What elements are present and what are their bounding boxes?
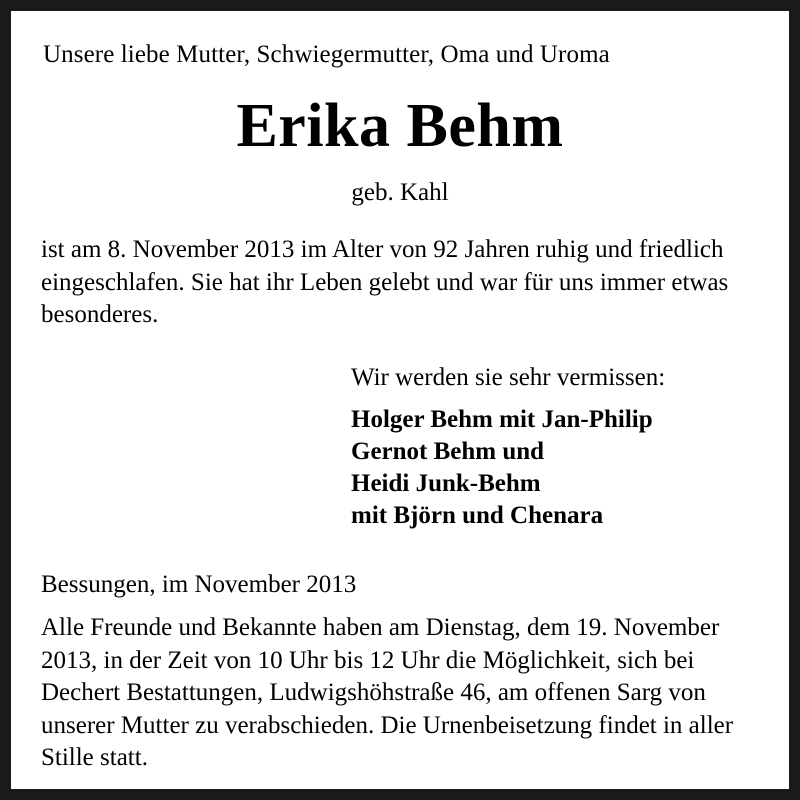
maiden-name: geb. Kahl (351, 178, 449, 206)
mourners-list (351, 404, 759, 532)
mourner-name: Holger Behm mit Jan-Philip (351, 406, 653, 434)
mourners-block (41, 362, 759, 532)
deceased-name: Erika Behm (236, 91, 564, 160)
funeral-information: Alle Freunde und Bekannte haben am Dienstag, dem 19. November 2013, in der Zeit von 10 Uhr bis 12 Uhr die Möglichkeit, sich bei Dechert Bestattungen, Ludwigshöhstraße 46, am offenen Sarg von unserer Mutter zu verabschieden. Die Urnenbeisetzung findet in aller Stille statt. (41, 614, 734, 772)
mourner-name: mit Björn und Chenara (351, 502, 604, 530)
relationship-intro: Unsere liebe Mutter, Schwiegermutter, Oma und Uroma (43, 41, 610, 68)
place-and-date: Bessungen, im November 2013 (41, 571, 357, 599)
mourner-name: Gernot Behm und (351, 438, 545, 466)
mourner-name: Heidi Junk-Behm (351, 470, 541, 498)
mourners-intro: Wir werden sie sehr vermissen: (351, 363, 666, 391)
death-announcement-text: ist am 8. November 2013 im Alter von 92 Jahren ruhig und friedlich eingeschlafen. Sie hat ihr Leben gelebt und war für uns immer etwas besonderes. (41, 236, 729, 329)
